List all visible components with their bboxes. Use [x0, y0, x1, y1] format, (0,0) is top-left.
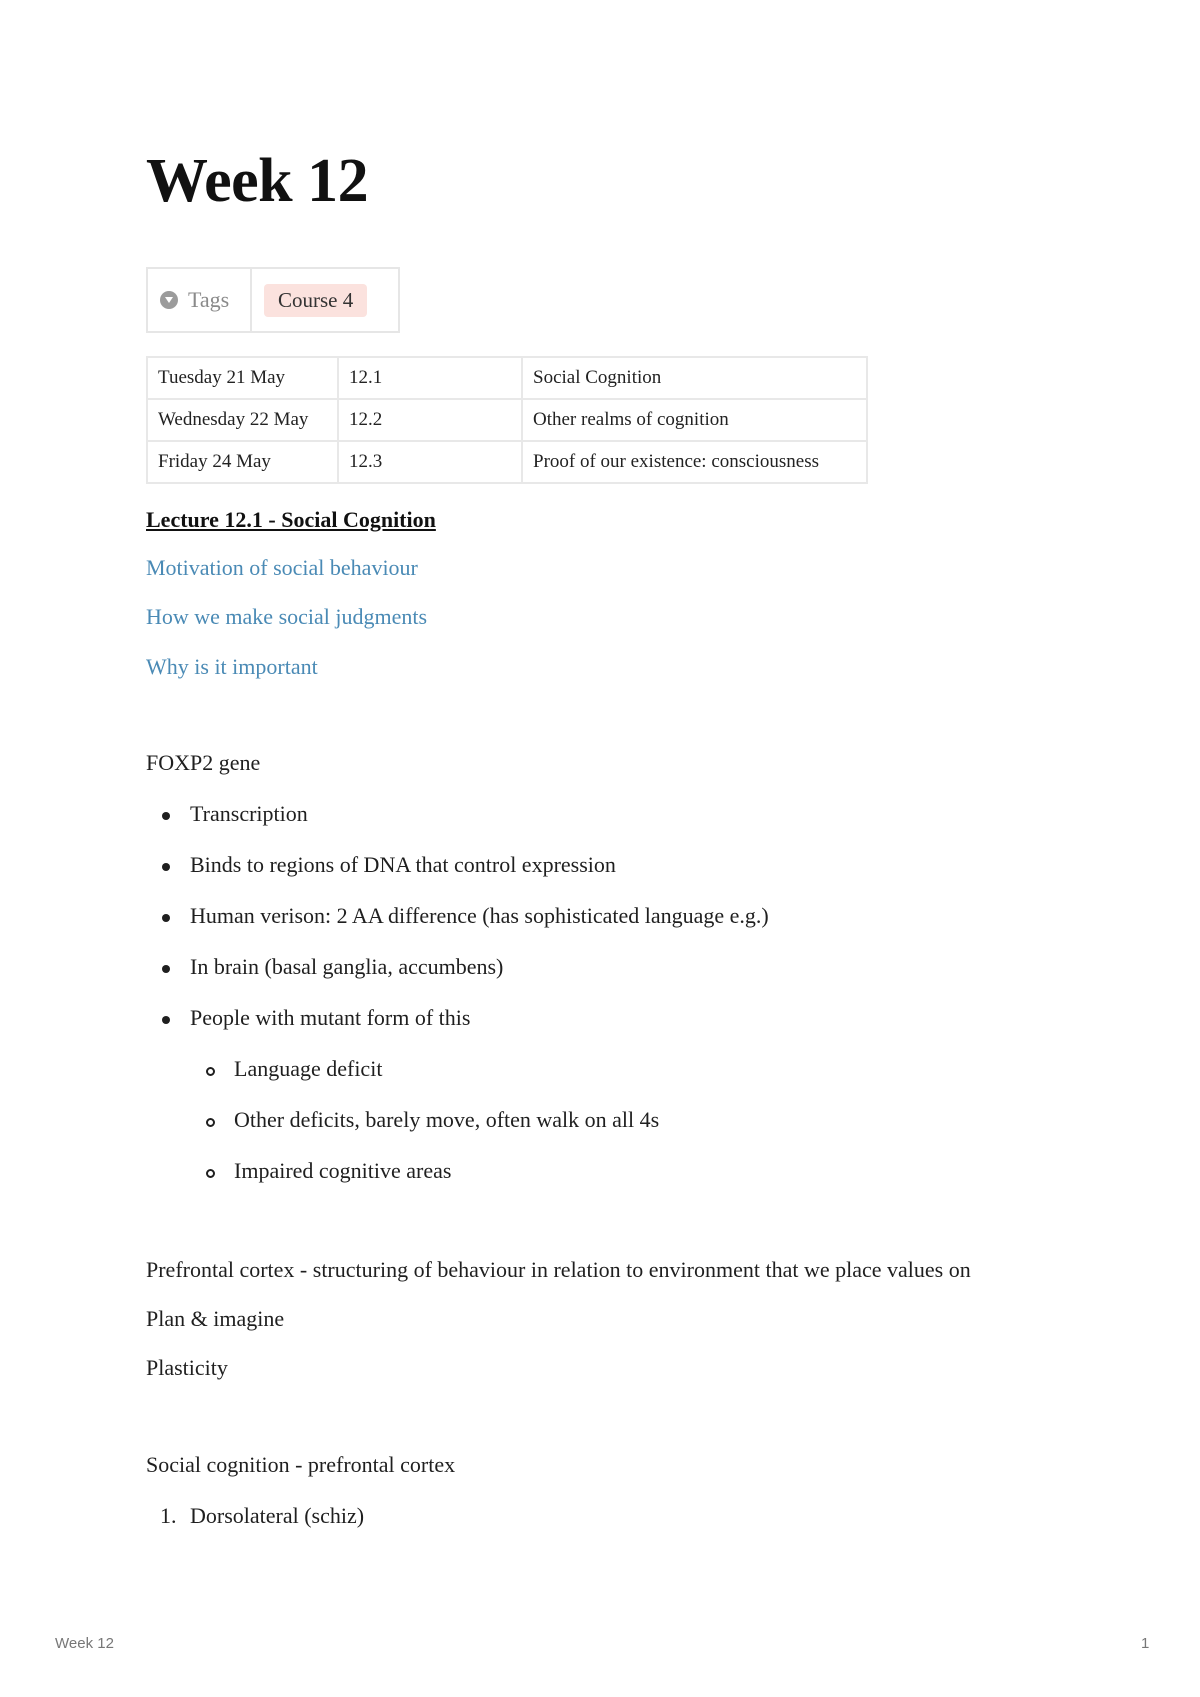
bullet-icon — [162, 1016, 170, 1024]
schedule-day: Wednesday 22 May — [147, 399, 338, 441]
list-number: 1. — [160, 1503, 177, 1528]
schedule-topic: Other realms of cognition — [522, 399, 867, 441]
list-item-text: Other deficits, barely move, often walk on all 4s — [234, 1107, 660, 1132]
list-item-text: People with mutant form of this — [190, 1005, 471, 1030]
schedule-day: Friday 24 May — [147, 441, 338, 483]
list-item-text: Dorsolateral (schiz) — [190, 1503, 365, 1528]
toc-link-motivation[interactable]: Motivation of social behaviour — [146, 555, 418, 580]
tag-pill[interactable]: Course 4 — [264, 284, 367, 317]
bullet-icon — [162, 914, 170, 922]
property-value-tags — [251, 268, 399, 332]
plan-paragraph: Plan & imagine — [146, 1306, 285, 1331]
sub-list-item — [234, 1107, 659, 1133]
table-row — [147, 399, 867, 441]
footer-page-number: 1 — [1141, 1635, 1150, 1652]
schedule-topic: Proof of our existence: consciousness — [522, 441, 867, 483]
list-item — [190, 801, 308, 827]
hollow-bullet-icon — [206, 1067, 215, 1076]
lecture-heading: Lecture 12.1 - Social Cognition — [146, 507, 436, 532]
schedule-topic: Social Cognition — [522, 357, 867, 399]
bullet-icon — [162, 812, 170, 820]
sub-list-item — [234, 1158, 451, 1184]
list-item — [190, 1005, 470, 1031]
page-title: Week 12 — [146, 147, 369, 215]
foxp2-heading: FOXP2 gene — [146, 750, 261, 775]
list-item-text: Binds to regions of DNA that control expression — [190, 852, 616, 877]
hollow-bullet-icon — [206, 1118, 215, 1127]
bullet-icon — [162, 863, 170, 871]
schedule-table — [146, 356, 868, 484]
footer-doc-title: Week 12 — [55, 1635, 114, 1652]
schedule-day: Tuesday 21 May — [147, 357, 338, 399]
table-row — [147, 357, 867, 399]
properties-table — [146, 267, 400, 333]
social-cognition-heading: Social cognition - prefrontal cortex — [146, 1452, 456, 1477]
tags-label: Tags — [188, 287, 230, 312]
list-item-text: Language deficit — [234, 1056, 383, 1081]
tag-icon — [160, 291, 178, 309]
property-key-tags — [147, 268, 251, 332]
schedule-lecture-number: 12.2 — [338, 399, 522, 441]
table-row — [147, 441, 867, 483]
list-item — [190, 954, 503, 980]
hollow-bullet-icon — [206, 1169, 215, 1178]
plasticity-paragraph: Plasticity — [146, 1355, 228, 1380]
bullet-icon — [162, 965, 170, 973]
schedule-lecture-number: 12.3 — [338, 441, 522, 483]
list-item-text: Transcription — [190, 801, 308, 826]
list-item — [190, 852, 616, 878]
list-item — [160, 1503, 365, 1529]
schedule-lecture-number: 12.1 — [338, 357, 522, 399]
list-item — [190, 903, 769, 929]
list-item-text: In brain (basal ganglia, accumbens) — [190, 954, 504, 979]
toc-link-judgments[interactable]: How we make social judgments — [146, 604, 428, 629]
toc-link-importance[interactable]: Why is it important — [146, 654, 318, 679]
list-item-text: Human verison: 2 AA difference (has sophisticated language e.g.) — [190, 903, 769, 928]
prefrontal-paragraph: Prefrontal cortex - structuring of behaviour in relation to environment that we place values on — [146, 1257, 971, 1282]
property-row-tags — [147, 268, 399, 332]
list-item-text: Impaired cognitive areas — [234, 1158, 452, 1183]
sub-list-item — [234, 1056, 382, 1082]
